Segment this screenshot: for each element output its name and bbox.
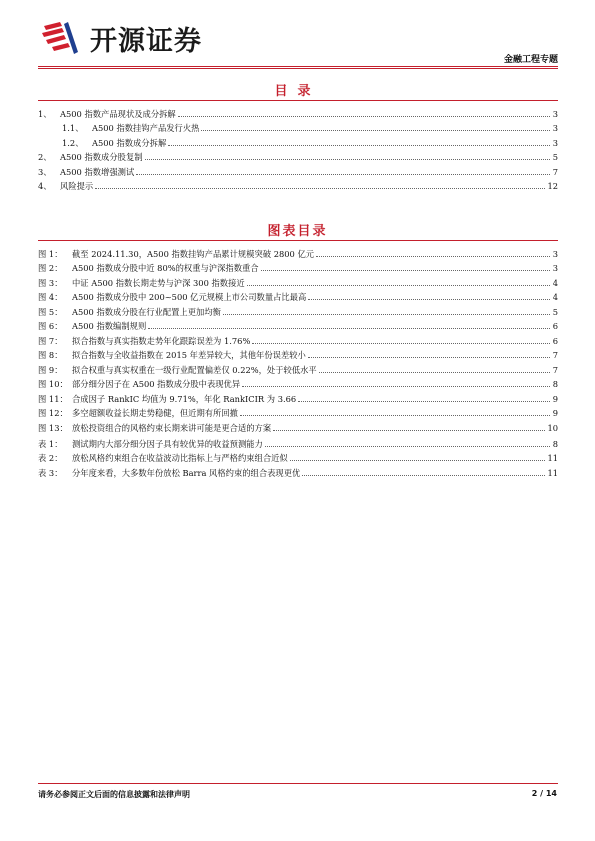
table-entry-leader-dots <box>290 459 546 461</box>
toc-entry-leader-dots <box>201 129 550 131</box>
figure-entry-page: 5 <box>552 306 558 317</box>
toc-entry-page: 12 <box>547 181 558 191</box>
toc-entry-leader-dots <box>95 187 545 189</box>
figure-entry[interactable] <box>38 273 558 288</box>
figure-entry-label: A500 指数成分股中近 80%的权重与沪深指数重合 <box>72 263 259 273</box>
figure-entry-leader-dots <box>252 342 550 344</box>
figure-entry-leader-dots <box>240 414 550 416</box>
toc-entry-page: 3 <box>552 108 558 119</box>
figure-entry-leader-dots <box>261 269 550 271</box>
table-entry-number: 表 3： <box>38 467 63 478</box>
tables-list <box>38 434 558 478</box>
table-entry-leader-dots <box>302 474 545 476</box>
toc-entry-label: A500 指数成分拆解 <box>92 137 167 148</box>
figure-entry-page: 7 <box>552 364 558 375</box>
toc-entry-leader-dots <box>145 158 550 160</box>
figure-entry[interactable] <box>38 360 558 375</box>
figure-entry[interactable] <box>38 317 558 332</box>
figure-entry[interactable] <box>38 259 558 274</box>
toc-title-underline <box>38 100 558 101</box>
figure-entry[interactable] <box>38 375 558 390</box>
figure-entry-label: 中证 A500 指数长期走势与沪深 300 指数接近 <box>72 277 245 288</box>
figure-entry[interactable] <box>38 288 558 303</box>
figure-entry[interactable] <box>38 244 558 259</box>
figure-entry-number: 图 6： <box>38 321 63 331</box>
figure-entry-number: 图 2： <box>38 263 63 273</box>
toc-list <box>38 104 558 191</box>
toc-entry-page: 7 <box>552 166 558 177</box>
toc-entry[interactable] <box>38 148 558 163</box>
toc-entry-number: 3、 <box>38 166 52 177</box>
figure-entry-label: A500 指数成分股在行业配置上更加均衡 <box>72 306 221 317</box>
figure-entry-number: 图 3： <box>38 277 63 288</box>
figure-entry-label: 合成因子 RankIC 均值为 9.71%，年化 RankICIR 为 3.66 <box>72 393 297 404</box>
toc-entry-label: A500 指数挂钩产品发行火热 <box>92 123 200 133</box>
figure-entry[interactable] <box>38 389 558 404</box>
figure-entry-page: 3 <box>552 263 558 273</box>
figure-entry-number: 图 4： <box>38 292 63 302</box>
toc-entry-label: 风险提示 <box>60 181 94 191</box>
toc-entry-label: A500 指数增强测试 <box>60 166 135 177</box>
figure-entry-leader-dots <box>319 371 550 373</box>
table-entry-label: 测试期内大部分细分因子具有较优异的收益预测能力 <box>72 438 263 449</box>
toc-entry-leader-dots <box>168 144 550 146</box>
toc-entry-leader-dots <box>178 115 550 117</box>
figure-entry-label: 拟合权重与真实权重在一级行业配置偏差仅 0.22%，处于较低水平 <box>72 364 317 375</box>
section-label: 金融工程专题 <box>503 55 558 65</box>
figures-title: 图表目录 <box>267 224 328 239</box>
figure-entry[interactable] <box>38 404 558 419</box>
figure-entry-page: 8 <box>552 379 558 389</box>
table-entry[interactable] <box>38 463 558 478</box>
figure-entry-label: A500 指数成分股中 200~500 亿元规模上市公司数量占比最高 <box>72 292 307 302</box>
brand-mark-icon <box>38 20 84 56</box>
figure-entry-label: 多空超额收益长期走势稳健，但近期有所回撤 <box>72 408 238 418</box>
toc-entry-number: 1.2、 <box>62 137 84 148</box>
figure-entry-page: 6 <box>552 335 558 346</box>
figure-entry-number: 图 7： <box>38 335 63 346</box>
toc-entry[interactable] <box>38 133 558 148</box>
table-entry-number: 表 2： <box>38 453 63 463</box>
header-divider-secondary <box>38 68 558 69</box>
figure-entry-page: 6 <box>552 321 558 331</box>
figure-entry-leader-dots <box>298 400 550 402</box>
figure-entry-page: 9 <box>552 393 558 404</box>
figure-entry-page: 4 <box>552 277 558 288</box>
table-entry-leader-dots <box>265 445 550 447</box>
figure-entry-number: 图 13： <box>38 422 68 433</box>
figure-entry-number: 图 8： <box>38 350 63 360</box>
toc-entry-page: 5 <box>552 152 558 162</box>
figure-entry-leader-dots <box>148 327 550 329</box>
toc-entry[interactable] <box>38 177 558 192</box>
table-entry[interactable] <box>38 434 558 449</box>
brand-logo <box>38 20 218 56</box>
figure-entry[interactable] <box>38 302 558 317</box>
figure-entry-leader-dots <box>316 255 550 257</box>
table-entry-label: 放松风格约束组合在收益波动比指标上与严格约束组合近似 <box>72 453 288 463</box>
brand-name: 开源证券 <box>90 25 202 57</box>
figure-entry-leader-dots <box>247 284 550 286</box>
toc-entry-number: 4、 <box>38 181 52 191</box>
toc-entry[interactable] <box>38 162 558 177</box>
footer-disclaimer: 请务必参阅正文后面的信息披露和法律声明 <box>38 790 190 799</box>
page-number: 2 / 14 <box>531 789 557 798</box>
figures-list <box>38 244 558 433</box>
figure-entry-number: 图 11： <box>38 393 68 404</box>
figure-entry-number: 图 5： <box>38 306 63 317</box>
figure-entry-leader-dots <box>242 385 550 387</box>
figure-entry-leader-dots <box>273 429 545 431</box>
figure-entry[interactable] <box>38 331 558 346</box>
toc-entry-number: 2、 <box>38 152 52 162</box>
toc-entry[interactable] <box>38 119 558 134</box>
figure-entry-label: 截至 2024.11.30，A500 指数挂钩产品累计规模突破 2800 亿元 <box>72 248 315 259</box>
figure-entry-page: 10 <box>547 422 558 433</box>
figures-title-underline <box>38 240 558 241</box>
figure-entry-leader-dots <box>308 356 550 358</box>
figure-entry-label: 部分细分因子在 A500 指数成分股中表现优异 <box>72 379 241 389</box>
toc-entry[interactable] <box>38 104 558 119</box>
figure-entry-page: 3 <box>552 248 558 259</box>
figure-entry-label: 放松投资组合的风格约束长期来讲可能是更合适的方案 <box>72 422 272 433</box>
table-entry-page: 8 <box>552 438 558 449</box>
header-divider <box>38 66 558 67</box>
figure-entry-number: 图 9： <box>38 364 63 375</box>
table-entry[interactable] <box>38 449 558 464</box>
figure-entry-leader-dots <box>308 298 550 300</box>
figure-entry[interactable] <box>38 346 558 361</box>
toc-title: 目录 <box>274 84 321 99</box>
toc-entry-leader-dots <box>136 173 550 175</box>
toc-entry-label: A500 指数成分股复制 <box>60 152 143 162</box>
figure-entry[interactable] <box>38 418 558 433</box>
figure-entry-label: 拟合指数与真实指数走势年化跟踪误差为 1.76% <box>72 335 251 346</box>
toc-entry-number: 1、 <box>38 108 52 119</box>
figure-entry-page: 9 <box>552 408 558 418</box>
figure-entry-label: A500 指数编制规则 <box>72 321 147 331</box>
table-entry-number: 表 1： <box>38 438 63 449</box>
table-entry-page: 11 <box>547 453 558 463</box>
figure-entry-number: 图 1： <box>38 248 63 259</box>
figure-entry-number: 图 10： <box>38 379 68 389</box>
toc-entry-page: 3 <box>552 123 558 133</box>
figure-entry-label: 拟合指数与全收益指数在 2015 年差异较大，其他年份误差较小 <box>72 350 306 360</box>
toc-entry-page: 3 <box>552 137 558 148</box>
figure-entry-page: 7 <box>552 350 558 360</box>
table-entry-page: 11 <box>547 467 558 478</box>
toc-entry-label: A500 指数产品现状及成分拆解 <box>60 108 176 119</box>
figure-entry-page: 4 <box>552 292 558 302</box>
figure-entry-number: 图 12： <box>38 408 68 418</box>
figure-entry-leader-dots <box>223 313 550 315</box>
toc-entry-number: 1.1、 <box>62 123 84 133</box>
page-header <box>38 16 558 68</box>
table-entry-label: 分年度来看，大多数年份放松 Barra 风格约束的组合表现更优 <box>72 467 301 478</box>
footer-divider <box>38 783 558 784</box>
